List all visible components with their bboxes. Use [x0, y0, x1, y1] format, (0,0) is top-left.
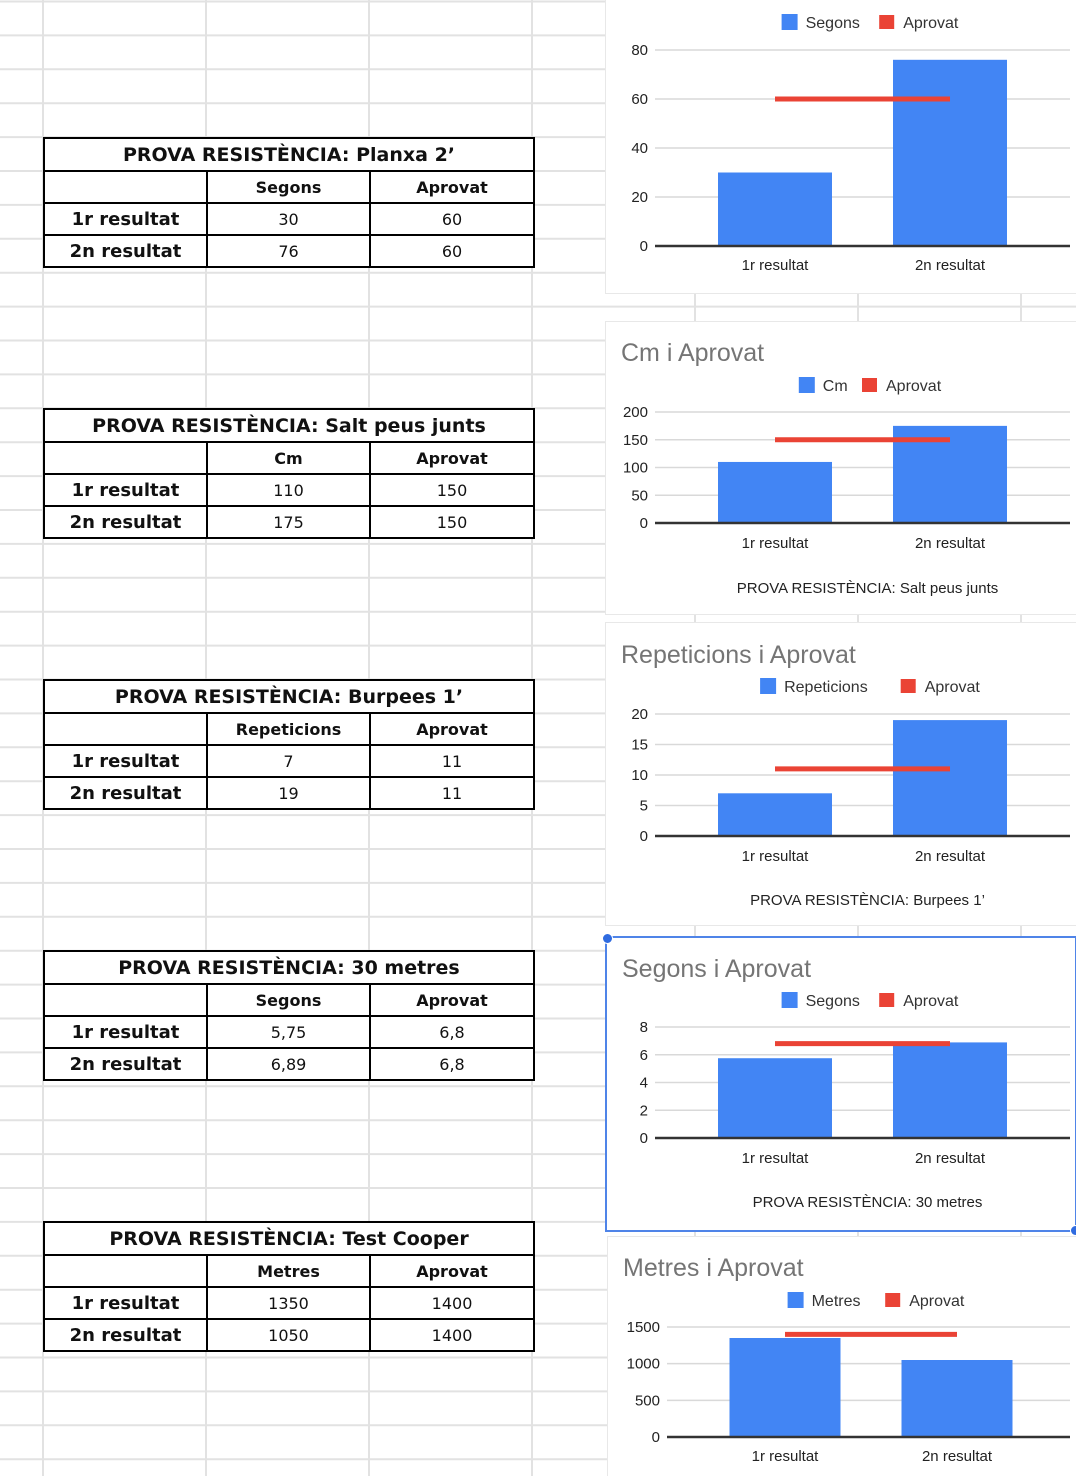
results-table-salt	[43, 408, 535, 539]
x-tick-label: 2n resultat	[921, 1448, 993, 1465]
column-header[interactable]: Aprovat	[370, 442, 534, 474]
value-cell[interactable]: 6,8	[370, 1016, 534, 1048]
chart-title: Repeticions i Aprovat	[621, 641, 856, 669]
legend-label: Aprovat	[903, 993, 959, 1010]
table-corner-cell[interactable]	[44, 1255, 207, 1287]
legend-label: Aprovat	[903, 15, 959, 32]
x-tick-label: 2n resultat	[914, 848, 986, 865]
table-title[interactable]: PROVA RESISTÈNCIA: Test Cooper	[44, 1222, 534, 1255]
row-label[interactable]: 1r resultat	[44, 203, 207, 235]
value-cell[interactable]: 6,8	[370, 1048, 534, 1080]
x-tick-label: 1r resultat	[741, 848, 809, 865]
column-header[interactable]: Repeticions	[207, 713, 370, 745]
bar	[893, 60, 1007, 246]
y-tick-label: 150	[622, 431, 648, 449]
value-cell[interactable]: 1350	[207, 1287, 370, 1319]
value-cell[interactable]: 11	[370, 745, 534, 777]
results-table-30m	[43, 950, 535, 1081]
legend-swatch-line	[879, 993, 894, 1007]
table-title[interactable]: PROVA RESISTÈNCIA: 30 metres	[44, 951, 534, 984]
table-title[interactable]: PROVA RESISTÈNCIA: Salt peus junts	[44, 409, 534, 442]
x-tick-label: 1r resultat	[741, 1150, 809, 1167]
chart-plot	[606, 322, 1076, 614]
chart-planxa[interactable]	[606, 0, 1076, 293]
column-header[interactable]: Aprovat	[370, 984, 534, 1016]
legend-label: Cm	[822, 378, 848, 395]
row-label[interactable]: 1r resultat	[44, 745, 207, 777]
legend-swatch-bar	[788, 1292, 804, 1308]
legend-label: Metres	[811, 1293, 861, 1310]
results-table-burpees	[43, 679, 535, 810]
y-tick-label: 0	[639, 515, 648, 532]
legend-swatch-bar	[782, 992, 798, 1008]
bar	[902, 1360, 1013, 1437]
legend-label: Aprovat	[924, 679, 980, 696]
y-tick-label: 20	[631, 706, 648, 723]
selection-handle[interactable]	[1070, 1225, 1076, 1236]
x-tick-label: 1r resultat	[751, 1448, 819, 1465]
legend-swatch-bar	[760, 678, 776, 694]
y-tick-label: 20	[631, 189, 648, 206]
y-tick-label: 100	[622, 459, 648, 477]
legend-swatch-bar	[799, 377, 815, 393]
y-tick-label: 80	[631, 42, 648, 59]
y-tick-label: 8	[639, 1019, 648, 1036]
x-tick-label: 1r resultat	[741, 535, 809, 552]
column-header[interactable]: Aprovat	[370, 1255, 534, 1287]
value-cell[interactable]: 19	[207, 777, 370, 809]
legend-swatch-bar	[782, 14, 798, 30]
table-title[interactable]: PROVA RESISTÈNCIA: Burpees 1’	[44, 680, 534, 713]
bar	[718, 462, 832, 523]
value-cell[interactable]: 60	[370, 203, 534, 235]
column-header[interactable]: Aprovat	[370, 713, 534, 745]
chart-cooper[interactable]	[608, 1237, 1076, 1476]
chart-title: Metres i Aprovat	[623, 1254, 804, 1282]
bar	[718, 1058, 832, 1138]
chart-burpees[interactable]	[606, 623, 1076, 925]
table-title[interactable]: PROVA RESISTÈNCIA: Planxa 2’	[44, 138, 534, 171]
x-axis-title: PROVA RESISTÈNCIA: 30 metres	[752, 1194, 983, 1211]
value-cell[interactable]: 1050	[207, 1319, 370, 1351]
x-tick-label: 2n resultat	[914, 257, 986, 274]
y-tick-label: 200	[622, 404, 648, 421]
value-cell[interactable]: 11	[370, 777, 534, 809]
table-corner-cell[interactable]	[44, 442, 207, 474]
y-tick-label: 50	[631, 487, 648, 505]
value-cell[interactable]: 110	[207, 474, 370, 506]
row-label[interactable]: 1r resultat	[44, 474, 207, 506]
x-axis-title: PROVA RESISTÈNCIA: Burpees 1’	[750, 892, 985, 909]
row-label[interactable]: 2n resultat	[44, 235, 207, 267]
column-header[interactable]: Cm	[207, 442, 370, 474]
row-label[interactable]: 1r resultat	[44, 1287, 207, 1319]
y-tick-label: 15	[631, 736, 648, 754]
chart-plot	[606, 623, 1076, 925]
selection-handle[interactable]	[602, 933, 613, 944]
row-label[interactable]: 2n resultat	[44, 1048, 207, 1080]
value-cell[interactable]: 150	[370, 474, 534, 506]
column-header[interactable]: Aprovat	[370, 171, 534, 203]
x-axis-title: PROVA RESISTÈNCIA: Salt peus junts	[736, 580, 999, 597]
legend-swatch-line	[879, 15, 894, 29]
chart-title: Cm i Aprovat	[621, 339, 765, 367]
y-tick-label: 2	[639, 1102, 648, 1120]
legend-label: Repeticions	[784, 679, 868, 696]
value-cell[interactable]: 60	[370, 235, 534, 267]
legend-swatch-line	[885, 1293, 900, 1307]
legend-swatch-line	[862, 378, 877, 392]
table-corner-cell[interactable]	[44, 171, 207, 203]
x-tick-label: 2n resultat	[914, 1150, 986, 1167]
chart-title: Segons i Aprovat	[622, 955, 812, 983]
chart-30m[interactable]	[607, 938, 1075, 1230]
column-header[interactable]: Segons	[207, 984, 370, 1016]
y-tick-label: 6	[639, 1046, 648, 1064]
value-cell[interactable]: 1400	[370, 1287, 534, 1319]
x-tick-label: 1r resultat	[741, 257, 809, 274]
y-tick-label: 0	[651, 1429, 660, 1446]
row-label[interactable]: 2n resultat	[44, 777, 207, 809]
y-tick-label: 60	[631, 91, 648, 108]
legend-swatch-line	[901, 679, 916, 693]
results-table-cooper	[43, 1221, 535, 1352]
value-cell[interactable]: 1400	[370, 1319, 534, 1351]
table-corner-cell[interactable]	[44, 713, 207, 745]
row-label[interactable]: 1r resultat	[44, 1016, 207, 1048]
chart-plot	[607, 938, 1075, 1230]
results-table-planxa	[43, 137, 535, 268]
chart-plot	[606, 0, 1076, 293]
chart-salt[interactable]	[606, 322, 1076, 614]
y-tick-label: 1500	[626, 1319, 660, 1336]
bar	[893, 1042, 1007, 1138]
bar	[718, 793, 832, 836]
y-tick-label: 4	[639, 1074, 648, 1092]
y-tick-label: 5	[639, 797, 648, 815]
y-tick-label: 500	[634, 1392, 660, 1410]
y-tick-label: 0	[639, 238, 648, 255]
y-tick-label: 0	[639, 828, 648, 845]
y-tick-label: 1000	[626, 1355, 660, 1373]
chart-plot	[608, 1237, 1076, 1476]
legend-label: Segons	[805, 993, 860, 1010]
value-cell[interactable]: 30	[207, 203, 370, 235]
value-cell[interactable]: 175	[207, 506, 370, 538]
value-cell[interactable]: 6,89	[207, 1048, 370, 1080]
table-corner-cell[interactable]	[44, 984, 207, 1016]
value-cell[interactable]: 7	[207, 745, 370, 777]
row-label[interactable]: 2n resultat	[44, 506, 207, 538]
y-tick-label: 40	[631, 140, 648, 157]
value-cell[interactable]: 5,75	[207, 1016, 370, 1048]
y-tick-label: 10	[631, 767, 648, 784]
bar	[718, 173, 832, 247]
legend-label: Segons	[805, 15, 860, 32]
bar	[730, 1338, 841, 1437]
value-cell[interactable]: 150	[370, 506, 534, 538]
column-header[interactable]: Metres	[207, 1255, 370, 1287]
legend-label: Aprovat	[886, 378, 942, 395]
legend-label: Aprovat	[909, 1293, 965, 1310]
row-label[interactable]: 2n resultat	[44, 1319, 207, 1351]
y-tick-label: 0	[639, 1130, 648, 1147]
x-tick-label: 2n resultat	[914, 535, 986, 552]
value-cell[interactable]: 76	[207, 235, 370, 267]
bar	[893, 720, 1007, 836]
column-header[interactable]: Segons	[207, 171, 370, 203]
